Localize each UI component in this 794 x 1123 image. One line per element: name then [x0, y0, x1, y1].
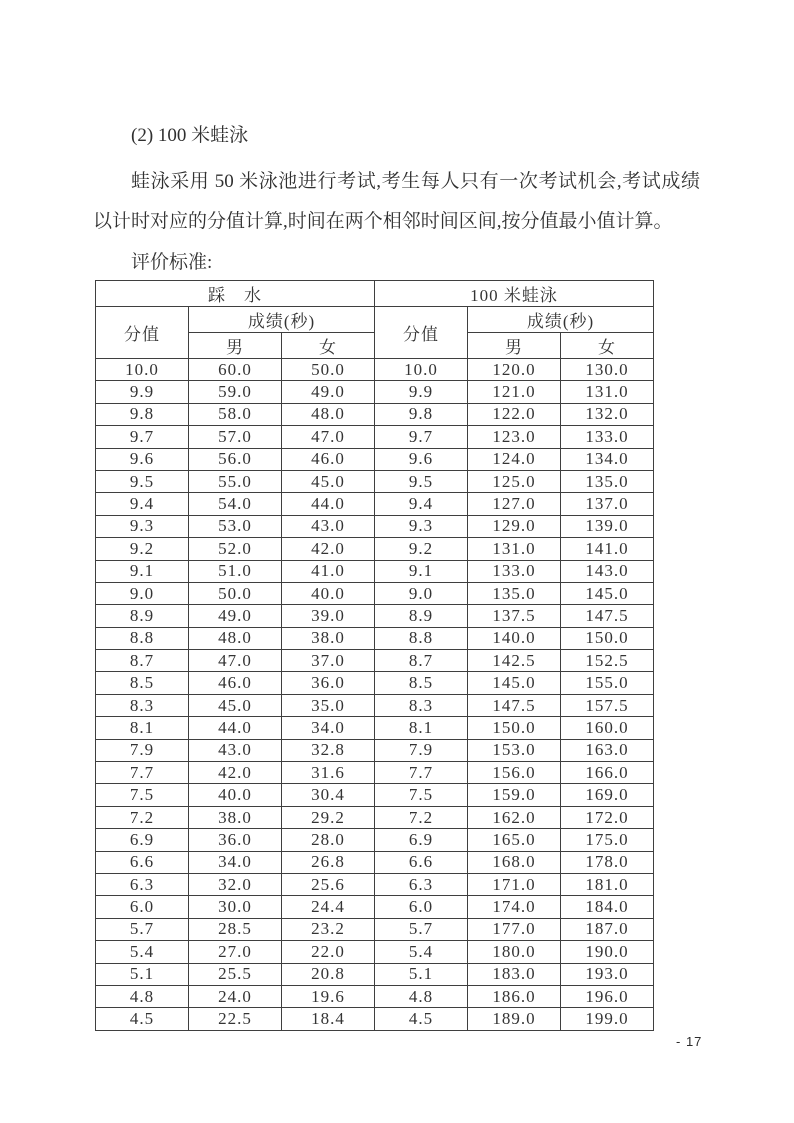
table-cell: 30.0	[189, 896, 282, 918]
table-cell: 189.0	[468, 1008, 561, 1030]
table-cell: 24.0	[189, 985, 282, 1007]
table-cell: 135.0	[561, 470, 654, 492]
table-row	[96, 829, 654, 851]
table-cell: 178.0	[561, 851, 654, 873]
table-cell: 31.6	[282, 762, 375, 784]
table-cell: 162.0	[468, 806, 561, 828]
table-cell: 4.5	[375, 1008, 468, 1030]
table-cell: 8.9	[375, 605, 468, 627]
table-cell: 10.0	[96, 359, 189, 381]
table-cell: 8.1	[375, 717, 468, 739]
table-cell: 36.0	[189, 829, 282, 851]
table-cell: 150.0	[468, 717, 561, 739]
table-cell: 145.0	[468, 672, 561, 694]
table-cell: 19.6	[282, 985, 375, 1007]
table-row	[96, 381, 654, 403]
table-cell: 199.0	[561, 1008, 654, 1030]
table-row	[96, 605, 654, 627]
table-cell: 159.0	[468, 784, 561, 806]
table-cell: 8.3	[375, 694, 468, 716]
col-header-male-right: 男	[468, 333, 561, 359]
table-cell: 8.7	[375, 650, 468, 672]
table-cell: 24.4	[282, 896, 375, 918]
table-cell: 56.0	[189, 448, 282, 470]
table-cell: 190.0	[561, 941, 654, 963]
table-cell: 9.0	[375, 582, 468, 604]
table-cell: 25.6	[282, 873, 375, 895]
table-cell: 180.0	[468, 941, 561, 963]
table-cell: 8.3	[96, 694, 189, 716]
table-cell: 7.2	[375, 806, 468, 828]
table-cell: 7.9	[375, 739, 468, 761]
table-row	[96, 403, 654, 425]
table-cell: 183.0	[468, 963, 561, 985]
table-cell: 38.0	[189, 806, 282, 828]
table-cell: 30.4	[282, 784, 375, 806]
table-cell: 43.0	[189, 739, 282, 761]
table-cell: 32.8	[282, 739, 375, 761]
table-cell: 163.0	[561, 739, 654, 761]
table-cell: 8.5	[96, 672, 189, 694]
table-cell: 35.0	[282, 694, 375, 716]
table-row	[96, 694, 654, 716]
table-cell: 50.0	[189, 582, 282, 604]
table-cell: 36.0	[282, 672, 375, 694]
table-cell: 9.3	[375, 515, 468, 537]
table-cell: 57.0	[189, 426, 282, 448]
table-cell: 9.7	[96, 426, 189, 448]
table-row	[96, 985, 654, 1007]
table-cell: 135.0	[468, 582, 561, 604]
table-cell: 37.0	[282, 650, 375, 672]
table-cell: 137.0	[561, 493, 654, 515]
table-cell: 26.8	[282, 851, 375, 873]
table-cell: 29.2	[282, 806, 375, 828]
table-cell: 46.0	[189, 672, 282, 694]
table-cell: 5.1	[96, 963, 189, 985]
table-cell: 193.0	[561, 963, 654, 985]
table-cell: 42.0	[282, 538, 375, 560]
table-cell: 45.0	[282, 470, 375, 492]
table-row	[96, 873, 654, 895]
table-cell: 184.0	[561, 896, 654, 918]
group-header-row	[96, 281, 654, 307]
intro-paragraph: 蛙泳采用 50 米泳池进行考试,考生每人只有一次考试机会,考试成绩以计时对应的分值计算,时间在两个相邻时间区间,按分值最小值计算。	[93, 171, 700, 232]
table-cell: 131.0	[468, 538, 561, 560]
table-row	[96, 941, 654, 963]
table-row	[96, 515, 654, 537]
table-cell: 7.7	[375, 762, 468, 784]
table-caption: 评价标准:	[131, 252, 213, 273]
table-cell: 177.0	[468, 918, 561, 940]
col-header-result-left: 成绩(秒)	[189, 307, 375, 333]
table-cell: 9.8	[96, 403, 189, 425]
table-cell: 44.0	[282, 493, 375, 515]
group-header-breaststroke: 100 米蛙泳	[375, 281, 654, 307]
table-cell: 9.9	[96, 381, 189, 403]
table-cell: 169.0	[561, 784, 654, 806]
table-cell: 43.0	[282, 515, 375, 537]
table-cell: 150.0	[561, 627, 654, 649]
table-cell: 9.1	[96, 560, 189, 582]
table-cell: 137.5	[468, 605, 561, 627]
section-heading: (2) 100 米蛙泳	[131, 125, 249, 146]
table-cell: 121.0	[468, 381, 561, 403]
table-cell: 40.0	[282, 582, 375, 604]
table-cell: 140.0	[468, 627, 561, 649]
table-cell: 133.0	[468, 560, 561, 582]
table-cell: 7.7	[96, 762, 189, 784]
table-cell: 142.5	[468, 650, 561, 672]
table-cell: 8.1	[96, 717, 189, 739]
table-cell: 7.5	[96, 784, 189, 806]
table-cell: 5.4	[96, 941, 189, 963]
table-cell: 171.0	[468, 873, 561, 895]
table-cell: 9.1	[375, 560, 468, 582]
table-row	[96, 784, 654, 806]
table-cell: 133.0	[561, 426, 654, 448]
table-cell: 25.5	[189, 963, 282, 985]
sub-header-row	[96, 307, 654, 333]
table-cell: 127.0	[468, 493, 561, 515]
table-cell: 125.0	[468, 470, 561, 492]
table-cell: 156.0	[468, 762, 561, 784]
table-cell: 152.5	[561, 650, 654, 672]
table-cell: 45.0	[189, 694, 282, 716]
table-cell: 172.0	[561, 806, 654, 828]
table-cell: 38.0	[282, 627, 375, 649]
table-cell: 165.0	[468, 829, 561, 851]
table-cell: 5.7	[375, 918, 468, 940]
table-row	[96, 918, 654, 940]
table-cell: 174.0	[468, 896, 561, 918]
table-row	[96, 806, 654, 828]
table-cell: 23.2	[282, 918, 375, 940]
col-header-male-left: 男	[189, 333, 282, 359]
table-row	[96, 560, 654, 582]
table-cell: 8.9	[96, 605, 189, 627]
table-cell: 168.0	[468, 851, 561, 873]
score-table-body	[96, 359, 654, 1031]
table-row	[96, 963, 654, 985]
table-cell: 147.5	[468, 694, 561, 716]
table-cell: 44.0	[189, 717, 282, 739]
table-cell: 143.0	[561, 560, 654, 582]
table-cell: 145.0	[561, 582, 654, 604]
col-header-female-right: 女	[561, 333, 654, 359]
page-number: - 17	[676, 1034, 703, 1049]
table-cell: 59.0	[189, 381, 282, 403]
table-cell: 58.0	[189, 403, 282, 425]
table-cell: 147.5	[561, 605, 654, 627]
table-row	[96, 627, 654, 649]
col-header-result-right: 成绩(秒)	[468, 307, 654, 333]
table-cell: 53.0	[189, 515, 282, 537]
table-cell: 10.0	[375, 359, 468, 381]
table-cell: 134.0	[561, 448, 654, 470]
col-header-score-right: 分值	[375, 307, 468, 359]
table-cell: 139.0	[561, 515, 654, 537]
table-cell: 27.0	[189, 941, 282, 963]
table-cell: 9.2	[96, 538, 189, 560]
table-cell: 7.2	[96, 806, 189, 828]
table-row	[96, 672, 654, 694]
table-cell: 49.0	[189, 605, 282, 627]
table-cell: 18.4	[282, 1008, 375, 1030]
table-cell: 5.7	[96, 918, 189, 940]
table-cell: 6.3	[375, 873, 468, 895]
table-row	[96, 582, 654, 604]
table-cell: 153.0	[468, 739, 561, 761]
table-cell: 124.0	[468, 448, 561, 470]
table-cell: 196.0	[561, 985, 654, 1007]
table-cell: 4.5	[96, 1008, 189, 1030]
col-header-female-left: 女	[282, 333, 375, 359]
table-cell: 9.4	[96, 493, 189, 515]
table-cell: 6.3	[96, 873, 189, 895]
table-row	[96, 1008, 654, 1030]
table-cell: 132.0	[561, 403, 654, 425]
table-cell: 9.3	[96, 515, 189, 537]
table-row	[96, 470, 654, 492]
table-cell: 49.0	[282, 381, 375, 403]
table-cell: 60.0	[189, 359, 282, 381]
table-cell: 181.0	[561, 873, 654, 895]
table-cell: 34.0	[282, 717, 375, 739]
table-cell: 42.0	[189, 762, 282, 784]
group-header-treading-water: 踩 水	[96, 281, 375, 307]
table-cell: 166.0	[561, 762, 654, 784]
table-cell: 157.5	[561, 694, 654, 716]
table-cell: 141.0	[561, 538, 654, 560]
table-cell: 54.0	[189, 493, 282, 515]
table-cell: 51.0	[189, 560, 282, 582]
score-table-header	[96, 281, 654, 359]
table-cell: 6.9	[96, 829, 189, 851]
table-cell: 9.9	[375, 381, 468, 403]
table-cell: 160.0	[561, 717, 654, 739]
table-cell: 8.8	[96, 627, 189, 649]
table-cell: 39.0	[282, 605, 375, 627]
table-cell: 9.6	[375, 448, 468, 470]
table-cell: 9.7	[375, 426, 468, 448]
table-cell: 22.0	[282, 941, 375, 963]
table-cell: 155.0	[561, 672, 654, 694]
table-cell: 9.6	[96, 448, 189, 470]
table-cell: 8.8	[375, 627, 468, 649]
table-cell: 4.8	[375, 985, 468, 1007]
table-cell: 123.0	[468, 426, 561, 448]
table-cell: 186.0	[468, 985, 561, 1007]
table-row	[96, 650, 654, 672]
table-cell: 187.0	[561, 918, 654, 940]
table-cell: 41.0	[282, 560, 375, 582]
table-row	[96, 359, 654, 381]
table-cell: 5.1	[375, 963, 468, 985]
table-cell: 175.0	[561, 829, 654, 851]
table-cell: 52.0	[189, 538, 282, 560]
table-cell: 129.0	[468, 515, 561, 537]
table-cell: 120.0	[468, 359, 561, 381]
table-cell: 9.5	[375, 470, 468, 492]
table-cell: 7.5	[375, 784, 468, 806]
table-cell: 131.0	[561, 381, 654, 403]
table-row	[96, 426, 654, 448]
table-cell: 6.6	[96, 851, 189, 873]
table-row	[96, 762, 654, 784]
table-cell: 6.9	[375, 829, 468, 851]
table-cell: 22.5	[189, 1008, 282, 1030]
table-row	[96, 739, 654, 761]
table-cell: 9.5	[96, 470, 189, 492]
table-cell: 55.0	[189, 470, 282, 492]
table-row	[96, 538, 654, 560]
table-cell: 48.0	[189, 627, 282, 649]
table-cell: 5.4	[375, 941, 468, 963]
table-cell: 9.4	[375, 493, 468, 515]
table-cell: 20.8	[282, 963, 375, 985]
table-cell: 40.0	[189, 784, 282, 806]
table-cell: 130.0	[561, 359, 654, 381]
table-cell: 32.0	[189, 873, 282, 895]
table-row	[96, 851, 654, 873]
table-cell: 9.8	[375, 403, 468, 425]
table-cell: 46.0	[282, 448, 375, 470]
table-cell: 47.0	[282, 426, 375, 448]
table-cell: 6.6	[375, 851, 468, 873]
table-cell: 7.9	[96, 739, 189, 761]
table-cell: 50.0	[282, 359, 375, 381]
table-cell: 28.0	[282, 829, 375, 851]
score-table	[95, 280, 654, 1031]
table-cell: 8.5	[375, 672, 468, 694]
table-row	[96, 896, 654, 918]
table-cell: 4.8	[96, 985, 189, 1007]
col-header-score-left: 分值	[96, 307, 189, 359]
table-cell: 122.0	[468, 403, 561, 425]
table-cell: 34.0	[189, 851, 282, 873]
table-row	[96, 717, 654, 739]
table-cell: 48.0	[282, 403, 375, 425]
table-cell: 8.7	[96, 650, 189, 672]
table-row	[96, 493, 654, 515]
table-cell: 6.0	[96, 896, 189, 918]
table-cell: 6.0	[375, 896, 468, 918]
table-cell: 9.0	[96, 582, 189, 604]
table-cell: 28.5	[189, 918, 282, 940]
table-cell: 47.0	[189, 650, 282, 672]
table-row	[96, 448, 654, 470]
table-cell: 9.2	[375, 538, 468, 560]
